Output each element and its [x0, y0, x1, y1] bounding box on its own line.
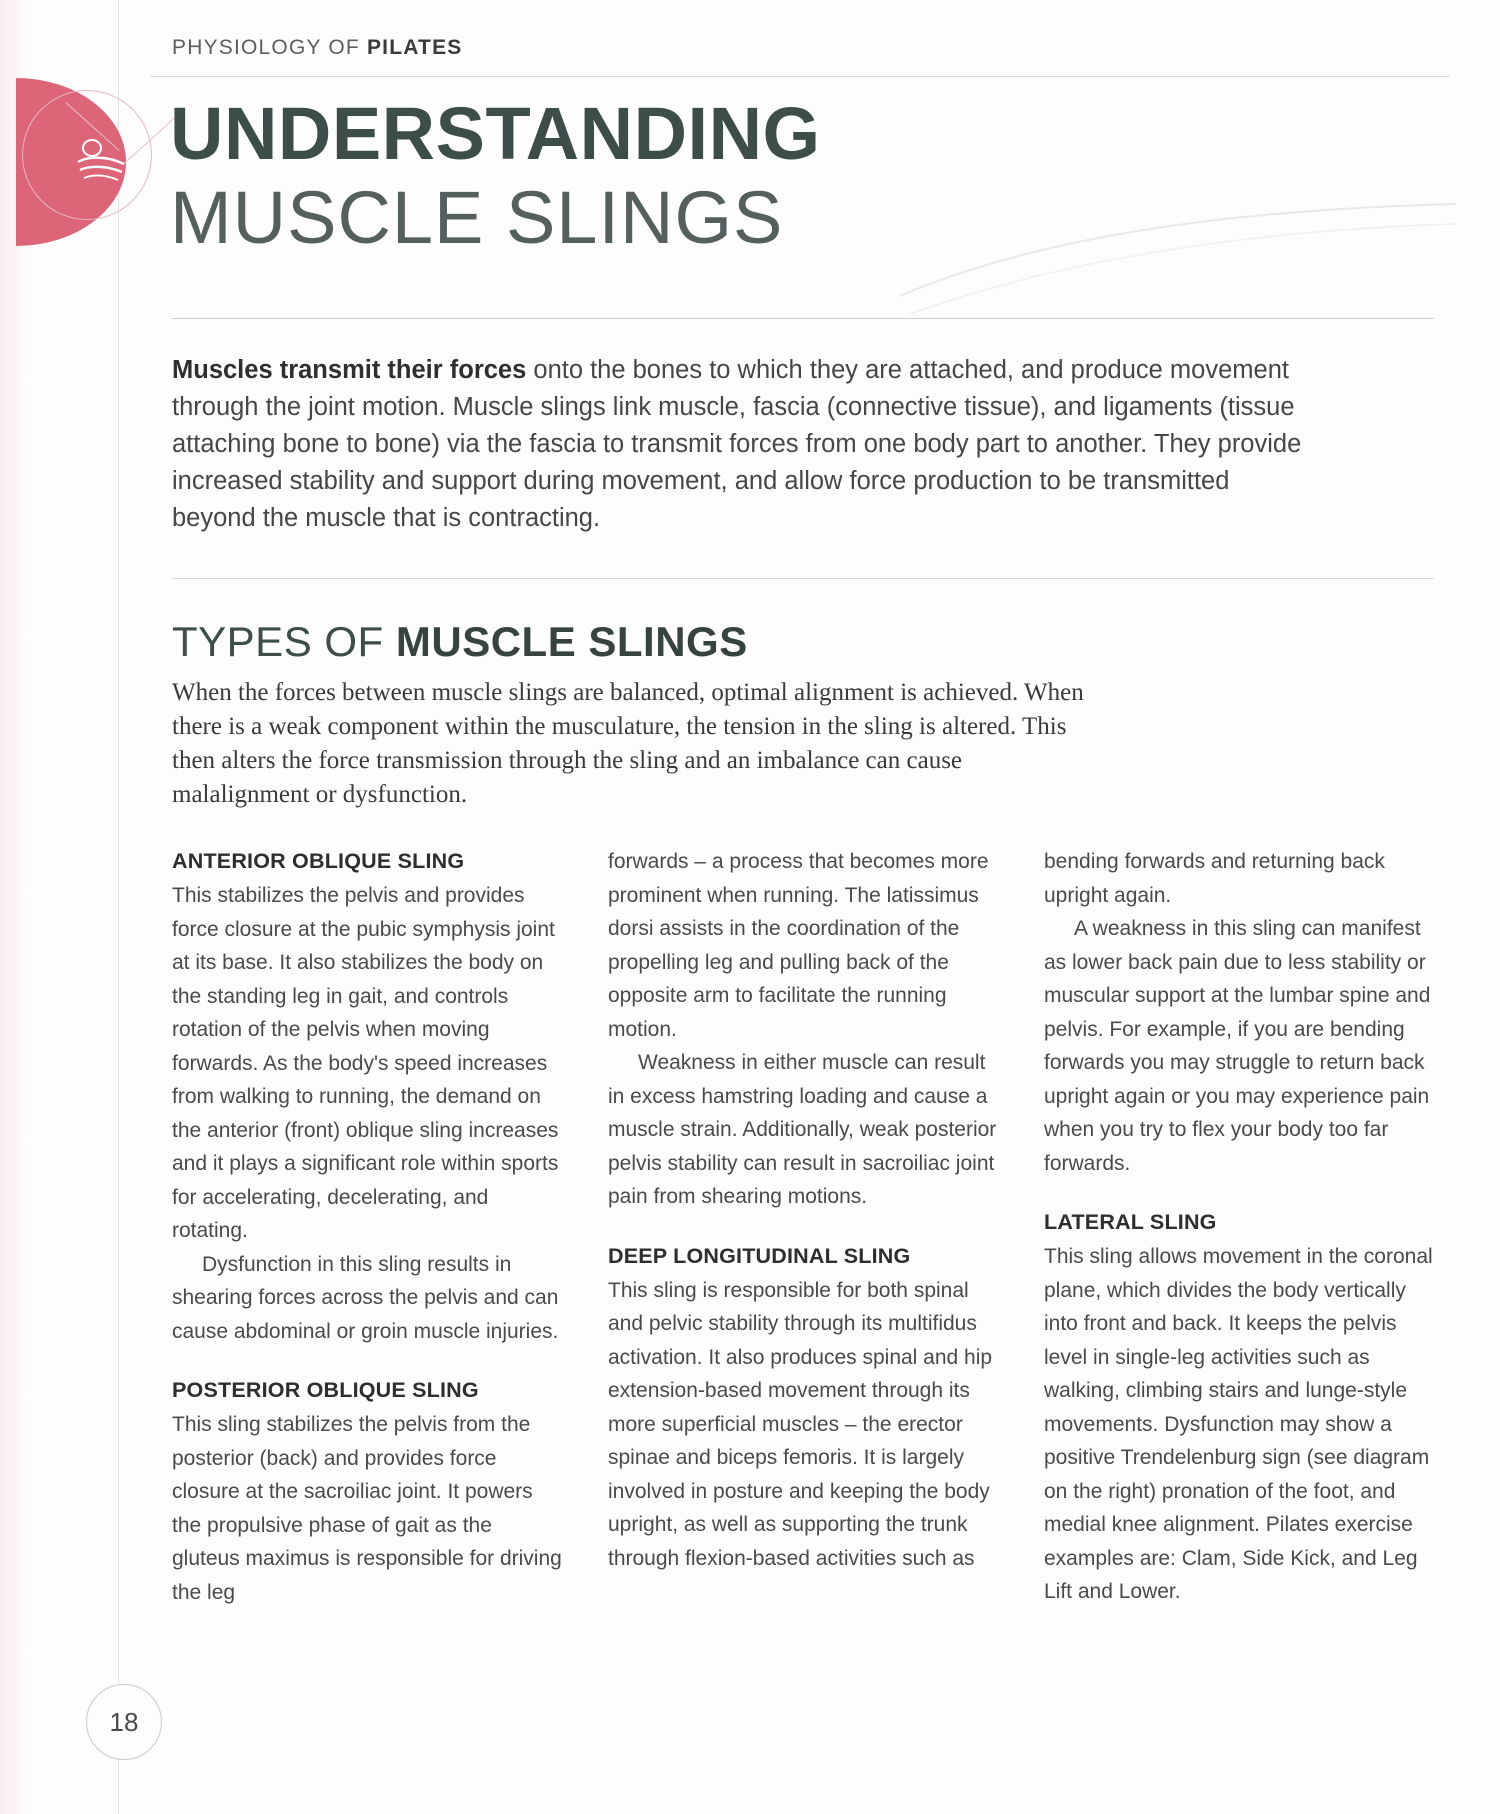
- section-intro-paragraph: When the forces between muscle slings are balanced, optimal alignment is achieved. When there is a weak component within the musculature, the tension in the sling is altered. This then alters the force transmission through the sling and an imbalance can cause malalignment or dysfunction.: [172, 679, 1084, 808]
- page-number-badge: [86, 1684, 162, 1760]
- decorative-swoosh: [900, 200, 1460, 320]
- running-head: [172, 36, 463, 60]
- section-heading-bold: MUSCLE SLINGS: [395, 618, 748, 665]
- col1-paragraph-2: Dysfunction in this sling results in shearing forces across the pelvis and can cause abdominal or groin muscle injuries.: [172, 1252, 559, 1343]
- section-heading-light: TYPES OF: [172, 618, 396, 665]
- page-title: UNDERSTANDING: [170, 92, 821, 175]
- page-number: 18: [109, 1706, 139, 1737]
- col2-paragraph-2: Weakness in either muscle can result in excess hamstring loading and cause a muscle strain. Additionally, weak posterior pelvis stability can result in sacroiliac joint pain from shearing motions.: [608, 1051, 997, 1208]
- pilates-figure-icon: [74, 136, 130, 184]
- running-head-light: PHYSIOLOGY OF: [172, 36, 367, 59]
- col1-paragraph-1: This stabilizes the pelvis and provides force closure at the pubic symphysis joint at its base. It also stabilizes the body on the standing leg in gait, and controls rotation of the pelvis when moving forwards. As the body's speed increases from walking to running, the demand on the anterior (front) oblique sling increases and it plays a significant role within sports for accelerating, decelerating, and rotating.: [172, 884, 559, 1242]
- col3-paragraph-1: bending forwards and returning back upright again.: [1044, 850, 1385, 907]
- col2-paragraph-3: This sling is responsible for both spinal and pelvic stability through its multifidus activation. It also produces spinal and hip extension-based movement through its more superficial muscles – the erector spinae and biceps femoris. It is largely involved in posture and keeping the body upright, as well as supporting the trunk through flexion-based activities such as: [608, 1278, 993, 1570]
- running-head-bold: PILATES: [366, 36, 463, 59]
- page-edge-rule: [118, 0, 119, 1814]
- column-one: [172, 845, 562, 1609]
- header-divider: [150, 76, 1450, 77]
- col1-paragraph-3: This sling stabilizes the pelvis from the posterior (back) and provides force closure at the sacroiliac joint. It powers the propulsive phase of gait as the gluteus maximus is responsible for driving the leg: [172, 1413, 562, 1604]
- section-heading: [172, 618, 748, 666]
- intro-divider-bottom: [172, 578, 1434, 579]
- heading-lateral-sling: LATERAL SLING: [1044, 1210, 1217, 1234]
- body-columns: [172, 845, 1434, 1609]
- brand-logo: [16, 78, 146, 253]
- col2-paragraph-1: forwards – a process that becomes more prominent when running. The latissimus dorsi assists in the coordination of the propelling leg and pulling back of the opposite arm to facilitate the running motion.: [608, 850, 989, 1041]
- heading-anterior-oblique-sling: ANTERIOR OBLIQUE SLING: [172, 849, 465, 873]
- page-edge-band: [0, 0, 26, 1814]
- intro-paragraph: [172, 352, 1317, 537]
- heading-posterior-oblique-sling: POSTERIOR OBLIQUE SLING: [172, 1378, 479, 1402]
- intro-body: onto the bones to which they are attached, and produce movement through the joint motion. Muscle slings link muscle, fascia (connective tissue), and ligaments (tissue attaching bone to bone) via the fascia to transmit forces from one body part to another. They provide increased stability and support during movement, and allow force production to be transmitted beyond the muscle that is contracting.: [172, 356, 1302, 532]
- intro-divider-top: [172, 318, 1434, 319]
- intro-lead-in: Muscles transmit their forces: [172, 356, 527, 384]
- column-two: [608, 845, 998, 1609]
- heading-deep-longitudinal-sling: DEEP LONGITUDINAL SLING: [608, 1243, 911, 1268]
- col3-paragraph-3: This sling allows movement in the coronal plane, which divides the body vertically into front and back. It keeps the pelvis level in single-leg activities such as walking, climbing stairs and lunge-style movements. Dysfunction may show a positive Trendelenburg sign (see diagram on the right) pronation of the foot, and medial knee alignment. Pilates exercise examples are: Clam, Side Kick, and Leg Lift and Lower.: [1044, 1245, 1433, 1603]
- page-subtitle: MUSCLE SLINGS: [170, 176, 784, 259]
- column-three: [1044, 845, 1434, 1609]
- col3-paragraph-2: A weakness in this sling can manifest as lower back pain due to less stability or muscular support at the lumbar spine and pelvis. For example, if you are bending forwards you may struggle to return back upright again or you may experience pain when you try to flex your body too far forwards.: [1044, 917, 1431, 1175]
